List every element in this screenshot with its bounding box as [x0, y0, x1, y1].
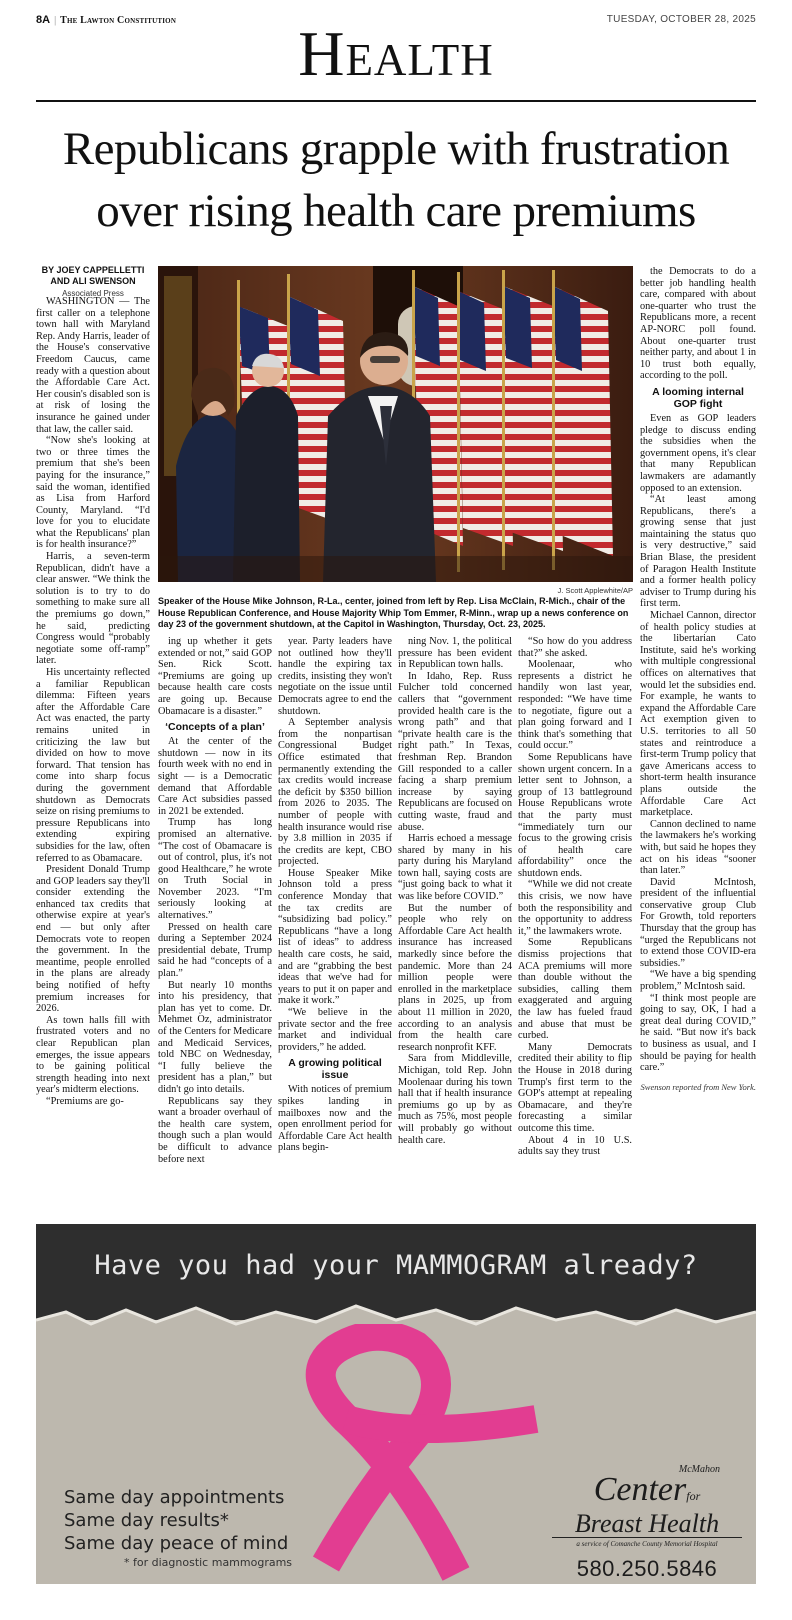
- logo-service-line: a service of Comanche County Memorial Hospital: [576, 1540, 718, 1548]
- logo-breast-health: Breast Health: [552, 1511, 742, 1538]
- article-paragraph: “We have a big spending problem,” McIntosh said.: [640, 969, 756, 993]
- article-paragraph: Many Democrats credited their ability to flip the House in 2018 during Trump's first term to the GOP's attempt at repealing Obamacare, and they're forecasting a similar outcome this time.: [518, 1041, 632, 1134]
- article-paragraph: With notices of premium spikes landing in mailboxes now and the open enrollment period for Affordable Care Act health plans begin-: [278, 1084, 392, 1154]
- article-paragraph: Republicans say they want a broader overhaul of the health care system, though such a plan would be difficult to advance before next: [158, 1095, 272, 1165]
- center-logo: [552, 1464, 742, 1582]
- subheading: A growing political issue: [288, 1057, 382, 1082]
- news-photo: [158, 266, 633, 582]
- article-column-3: [278, 636, 392, 1206]
- article-paragraph: As town halls fill with frustrated voters and no clear Republican plan emerges, the issue appears to be gaining political strength heading into next year's midterm elections.: [36, 1014, 150, 1096]
- ad-headline: Have you had your MAMMOGRAM already?: [94, 1250, 698, 1281]
- article-paragraph: Cannon declined to name the lawmakers he's working with, but said he hopes they act on his ideas “sooner than later.”: [640, 818, 756, 877]
- reporting-note: Swenson reported from New York.: [640, 1081, 756, 1092]
- mammogram-advertisement: [36, 1224, 756, 1584]
- article-paragraph: ing up whether it gets extended or not,” said GOP Sen. Rick Scott. “Premiums are going up because health care costs are going up. Because Obamacare is a disaster.”: [158, 636, 272, 717]
- subheading: ‘Concepts of a plan’: [165, 721, 265, 734]
- article-paragraph: Even as GOP leaders pledge to discuss ending the subsidies when the government opens, it's clear that many Republican lawmakers are adamantly opposed to an extension.: [640, 412, 756, 494]
- ad-phone-number[interactable]: 580.250.5846: [576, 1556, 718, 1581]
- article-paragraph: year. Party leaders have not outlined how they'll handle the expiring tax credits, insisting they won't negotiate on the issue until Democrats agree to end the shutdown.: [278, 636, 392, 717]
- photo-illustration: [158, 266, 633, 582]
- section-rule: [36, 100, 756, 102]
- article-paragraph: “While we did not create this crisis, we now have both the responsibility and the opportunity to address it,” the lawmakers wrote.: [518, 879, 632, 937]
- article-paragraph: Harris echoed a message shared by many in his party during his Maryland town hall, saying costs are “just going back to what it was like before COVID.”: [398, 833, 512, 903]
- article-paragraph: In Idaho, Rep. Russ Fulcher told concerned callers that “government provided health care is the wrong path” and that “private health care is the right path.” In Texas, freshman Rep. Brandon Gill responded to a caller facing a sharp premium increase by saying Republicans are focused on cutting waste, fraud and abuse.: [398, 670, 512, 833]
- ad-line-peace: Same day peace of mind: [64, 1533, 289, 1554]
- article-paragraph: Harris, a seven-term Republican, didn't have a clear answer. “We think the solution is to try to do something to make sure all the premiums go down,” he said, predicting Congress would “probably negotiate some off-ramp” later.: [36, 551, 150, 667]
- subheading: A looming internal GOP fight: [652, 385, 744, 410]
- section-title: Health: [298, 18, 494, 89]
- article-paragraph: A September analysis from the nonpartisan Congressional Budget Office estimated that permanently extending the tax credits would increase the deficit by $350 billion from 2026 to 2035. The number of people with health insurance would rise by 3.8 million in 2035 if the credits are kept, CBO projected.: [278, 717, 392, 868]
- article-paragraph: the Democrats to do a better job handling health care, compared with about one-quarter who trust the Republicans more, a recent AP-NORC poll found. About one-quarter trust neither party, and about 1 in 10 trust both equally, according to the poll.: [640, 266, 756, 382]
- article-paragraph: His uncertainty reflected a familiar Republican dilemma: Fifteen years after the Affordable Care Act was enacted, the party remains united in criticizing the law but divided on how to move forward. That tension has come into sharp focus during the government shutdown as Democrats seize on rising premiums to pressure Republicans into extending expiring subsidies for the law, often referred to as Obamacare.: [36, 667, 150, 864]
- byline-authors: BY JOEY CAPPELLETTI AND ALI SWENSON: [41, 265, 145, 286]
- article-paragraph: Some Republicans have shown urgent concern. In a letter sent to Johnson, a group of 13 battleground House Republicans wrote that the party must “immediately turn our focus to the growing crisis of health care affordability” once the shutdown ends.: [518, 751, 632, 879]
- article-paragraph: “We believe in the private sector and the free market and individual providers,” he added.: [278, 1007, 392, 1053]
- article-paragraph: Trump has long promised an alternative. “The cost of Obamacare is out of control, plus, it's not good Healthcare,” he wrote on Truth Social in November 2023. “I'm seriously looking at alternatives.”: [158, 817, 272, 922]
- article-column-4: [398, 636, 512, 1206]
- article-paragraph: About 4 in 10 U.S. adults say they trust: [518, 1134, 632, 1158]
- article-paragraph: At the center of the shutdown — now in its fourth week with no end in sight — is a Democratic demand that Affordable Care Act subsidies passed in 2021 be extended.: [158, 736, 272, 817]
- paper-name: The Lawton Constitution: [60, 15, 177, 26]
- article-paragraph: ning Nov. 1, the political pressure has been evident in Republican town halls.: [398, 636, 512, 671]
- ad-line-results: Same day results*: [64, 1510, 229, 1531]
- logo-center-line: [552, 1471, 742, 1511]
- byline: [36, 265, 150, 298]
- ad-line-appointments: Same day appointments: [64, 1487, 285, 1508]
- article-paragraph: Some Republicans dismiss projections that ACA premiums will more than double without the subsidies, calling them exaggerated and arguing the law has fueled fraud and abuse that must be curbed.: [518, 937, 632, 1042]
- article-paragraph: President Donald Trump and GOP leaders say they'll consider extending the enhanced tax credits that otherwise expire at year's end — but only after Democrats vote to reopen the government. In the meantime, people enrolled in the plans are already being notified of hefty premium increases for 2026.: [36, 864, 150, 1015]
- page-number: 8A: [36, 14, 51, 26]
- article-column-5: [518, 636, 632, 1206]
- article-paragraph: “I think most people are going to say, OK, I had a great deal during COVID,” he said. “But now it's back to business as usual, and I should be paying for health care.”: [640, 992, 756, 1074]
- logo-for: for: [686, 1489, 701, 1503]
- article-paragraph: House Speaker Mike Johnson told a press conference Monday that the tax credits are “subsidizing bad policy.” Republicans “have a long list of ideas” to address health care costs, he said, and are “grabbing the best ideas that we've had for years to put it on paper and make it work.”: [278, 867, 392, 1007]
- article-paragraph: WASHINGTON — The first caller on a telephone town hall with Maryland Rep. Andy Harris, leader of the House's conservative Freedom Caucus, came ready with a question about the Affordable Care Act. Her cousin's disabled son is at risk of losing the insurance he gained under that law, the caller said.: [36, 296, 150, 435]
- article-paragraph: Moolenaar, who represents a district he handily won last year, responded: “We have time to negotiate, figure out a plan going forward and I think that's something that could occur.”: [518, 659, 632, 752]
- article-paragraph: But nearly 10 months into his presidency, that plan has yet to come. Dr. Mehmet Oz, administrator of the Centers for Medicare and Medicaid Services, told NBC on Wednesday, “I fully believe the president has a plan,” but didn't go into details.: [158, 979, 272, 1095]
- issue-date: TUESDAY, OCTOBER 28, 2025: [606, 14, 756, 25]
- article-column-1: [36, 296, 150, 1206]
- article-paragraph: “So how do you address that?” she asked.: [518, 636, 632, 659]
- article-headline: Republicans grapple with frustration over rising health care premiums: [62, 123, 730, 237]
- article-paragraph: David McIntosh, president of the influential conservative group Club For Growth, told reporters Thursday that the group has “urged the Republicans not to extend those COVID-era subsidies.”: [640, 876, 756, 969]
- article-column-6: [640, 266, 756, 1206]
- article-paragraph: “Now she's looking at two or three times the premium that she's been paying for the insurance,” said the woman, identified as Lisa from Harford County, Maryland. “I'd love for you to elucidate what the Republicans' plan is for health insurance?”: [36, 435, 150, 551]
- photo-caption: Speaker of the House Mike Johnson, R-La., center, joined from left by Rep. Lisa McClain, R-Mich., chair of the House Republican Conference, and House Majority Whip Tom Emmer, R-Minn., wrap up a news conference on day 23 of the government shutdown, at the Capitol in Washington, Thursday, Oct. 23, 2025.: [158, 596, 629, 629]
- ad-footnote: * for diagnostic mammograms: [124, 1556, 293, 1569]
- article-column-2: [158, 636, 272, 1206]
- logo-center: Center: [593, 1471, 687, 1508]
- header-separator: |: [54, 15, 57, 26]
- article-paragraph: But the number of people who rely on Affordable Care Act health insurance has increased markedly since before the pandemic. More than 24 million people were enrolled in the marketplace plans in 2025, up from about 11 million in 2020, according to an analysis from the health care research nonprofit KFF.: [398, 902, 512, 1053]
- article-paragraph: “Premiums are go-: [46, 1095, 124, 1107]
- byline-agency: Associated Press: [62, 289, 124, 298]
- photo-credit: J. Scott Applewhite/AP: [557, 586, 633, 595]
- logo-mcmahon: McMahon: [678, 1464, 720, 1475]
- ad-promise-list: [64, 1486, 292, 1571]
- article-paragraph: “At least among Republicans, there's a growing sense that just maintaining the status quo is very destructive,” said Brian Blase, the president of Paragon Health Institute and a former health policy adviser to Trump during his first term.: [640, 494, 756, 610]
- article-paragraph: Pressed on health care during a September 2024 presidential debate, Trump said he had “concepts of a plan.”: [158, 921, 272, 980]
- article-paragraph: Michael Cannon, director of health policy studies at the libertarian Cato Institute, said he's working with multiple congressional offices on alternatives that would let the subsidies end. For example, he wants to expand the Affordable Care Act exemption given to U.S. territories to all 50 states and reintroduce a first-term Trump policy that gave Americans access to short-term health insurance plans outside the Affordable Care Act marketplace.: [640, 610, 756, 819]
- article-paragraph: Sara from Middleville, Michigan, told Rep. John Moolenaar during his town hall that if health insurance premiums go up by as much as 75%, most people will probably go without health care.: [398, 1053, 512, 1146]
